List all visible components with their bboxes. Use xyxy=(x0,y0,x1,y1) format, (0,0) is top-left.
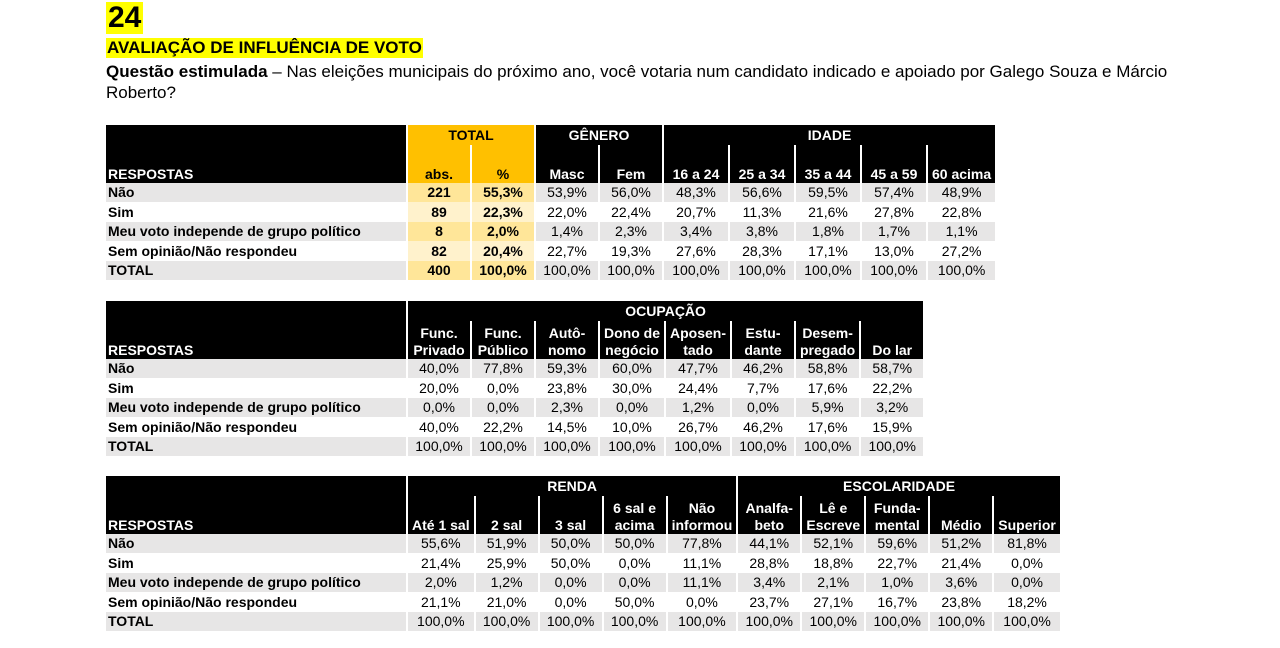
table-row xyxy=(106,183,995,203)
table-cell: 55,3% xyxy=(472,183,534,203)
col-header-line2: tado xyxy=(683,341,713,358)
table-cell: 22,0% xyxy=(536,202,598,222)
col-header: 45 a 59 xyxy=(862,145,926,183)
table-cell: 1,4% xyxy=(536,222,598,242)
col-header-line2: Privado xyxy=(413,341,465,358)
table-cell: 100,0% xyxy=(664,261,728,281)
table-cell: 18,8% xyxy=(802,553,864,573)
table-cell: 50,0% xyxy=(540,534,602,554)
row-label: Sim xyxy=(106,378,406,398)
table-cell: 100,0% xyxy=(862,261,926,281)
table-cell: 0,0% xyxy=(604,573,666,593)
table-cell: 100,0% xyxy=(540,612,602,632)
table-cell: 22,3% xyxy=(472,202,534,222)
col-header xyxy=(600,321,664,359)
table-cell: 57,4% xyxy=(862,183,926,203)
table-cell: 25,9% xyxy=(476,553,538,573)
table-cell: 0,0% xyxy=(732,398,794,418)
col-header xyxy=(994,496,1060,534)
table-cell: 20,4% xyxy=(472,241,534,261)
table-cell: 100,0% xyxy=(866,612,928,632)
col-header-line2: 2 sal xyxy=(491,516,523,533)
table-cell: 59,3% xyxy=(536,359,598,379)
col-header-line2: informou xyxy=(671,516,733,533)
table-cell: 0,0% xyxy=(540,592,602,612)
table-cell: 0,0% xyxy=(600,398,664,418)
table-cell: 52,1% xyxy=(802,534,864,554)
col-header-line2: Superior xyxy=(998,516,1056,533)
table-cell: 40,0% xyxy=(408,359,470,379)
col-header-line1: Desem- xyxy=(802,324,853,341)
col-header-line2: beto xyxy=(754,516,785,533)
table-cell: 100,0% xyxy=(476,612,538,632)
table-cell: 100,0% xyxy=(408,612,474,632)
table-cell: 0,0% xyxy=(994,553,1060,573)
table-cell: 100,0% xyxy=(600,437,664,457)
col-header-line2: Até 1 sal xyxy=(412,516,470,533)
table-cell: 22,8% xyxy=(928,202,995,222)
col-header: 35 a 44 xyxy=(796,145,860,183)
col-header: abs. xyxy=(408,145,470,183)
table-cell: 3,2% xyxy=(861,398,923,418)
table-cell: 100,0% xyxy=(536,261,598,281)
table-cell: 100,0% xyxy=(472,437,534,457)
col-header xyxy=(540,496,602,534)
group-total-header: TOTAL xyxy=(408,125,534,145)
table-cell: 51,2% xyxy=(930,534,992,554)
group-escolaridade-header: ESCOLARIDADE xyxy=(738,476,1060,496)
respostas-header: RESPOSTAS xyxy=(106,301,406,359)
table-cell: 77,8% xyxy=(472,359,534,379)
table-cell: 22,7% xyxy=(866,553,928,573)
col-header-line1: Lê e xyxy=(819,499,848,516)
table-cell: 2,3% xyxy=(536,398,598,418)
table-cell: 0,0% xyxy=(668,592,737,612)
group-genero-header: GÊNERO xyxy=(536,125,662,145)
table-total-genero-idade xyxy=(104,125,997,280)
table-cell: 8 xyxy=(408,222,470,242)
table-cell: 17,1% xyxy=(796,241,860,261)
table-cell: 19,3% xyxy=(600,241,662,261)
table-cell: 21,0% xyxy=(476,592,538,612)
col-header-line1: Aposen- xyxy=(670,324,726,341)
respostas-header: RESPOSTAS xyxy=(106,476,406,534)
col-header xyxy=(408,496,474,534)
table-cell: 100,0% xyxy=(738,612,800,632)
col-header xyxy=(802,496,864,534)
table-cell: 46,2% xyxy=(732,359,794,379)
table-cell: 100,0% xyxy=(732,437,794,457)
table-cell: 17,6% xyxy=(796,417,859,437)
table-cell: 0,0% xyxy=(472,398,534,418)
table-cell: 1,0% xyxy=(866,573,928,593)
col-header xyxy=(408,321,470,359)
table-cell: 28,8% xyxy=(738,553,800,573)
table-cell: 100,0% xyxy=(994,612,1060,632)
table-cell: 0,0% xyxy=(408,398,470,418)
table-cell: 3,8% xyxy=(730,222,794,242)
table-cell: 22,7% xyxy=(536,241,598,261)
table-cell: 50,0% xyxy=(540,553,602,573)
col-header: 16 a 24 xyxy=(664,145,728,183)
table-cell: 18,2% xyxy=(994,592,1060,612)
col-header xyxy=(476,496,538,534)
table-cell: 21,6% xyxy=(796,202,860,222)
col-header xyxy=(861,321,923,359)
table-cell: 21,4% xyxy=(408,553,474,573)
col-header xyxy=(668,496,737,534)
group-ocupacao-header: OCUPAÇÃO xyxy=(408,301,923,321)
col-header xyxy=(796,321,859,359)
col-header-line1: Analfa- xyxy=(745,499,793,516)
table-cell: 100,0% xyxy=(668,612,737,632)
col-header: Fem xyxy=(600,145,662,183)
table-row xyxy=(106,612,1060,632)
table-cell: 26,7% xyxy=(666,417,730,437)
col-header-line2: Médio xyxy=(941,516,982,533)
table-row xyxy=(106,398,923,418)
col-header-line1: Não xyxy=(688,499,716,516)
col-header-line2: 3 sal xyxy=(555,516,587,533)
table-cell: 50,0% xyxy=(604,534,666,554)
table-cell: 40,0% xyxy=(408,417,470,437)
col-header-line1: 6 sal e xyxy=(613,499,656,516)
table-cell: 53,9% xyxy=(536,183,598,203)
col-header xyxy=(930,496,992,534)
table-cell: 27,6% xyxy=(664,241,728,261)
table-cell: 100,0% xyxy=(796,261,860,281)
col-header xyxy=(666,321,730,359)
table-ocupacao xyxy=(104,301,925,456)
row-label: Não xyxy=(106,183,406,203)
page-number: 24 xyxy=(108,1,142,34)
row-label: TOTAL xyxy=(106,437,406,457)
table-cell: 100,0% xyxy=(604,612,666,632)
table-cell: 23,7% xyxy=(738,592,800,612)
table-row xyxy=(106,592,1060,612)
table-cell: 59,5% xyxy=(796,183,860,203)
table-cell: 55,6% xyxy=(408,534,474,554)
table-cell: 1,1% xyxy=(928,222,995,242)
table-cell: 3,4% xyxy=(664,222,728,242)
col-header-line1: Autô- xyxy=(548,324,586,341)
table-cell: 50,0% xyxy=(604,592,666,612)
row-label: Meu voto independe de grupo político xyxy=(106,398,406,418)
col-header: Masc xyxy=(536,145,598,183)
table-cell: 27,8% xyxy=(862,202,926,222)
table-cell: 22,2% xyxy=(861,378,923,398)
row-label: Não xyxy=(106,359,406,379)
col-header-line2: Escreve xyxy=(806,516,861,533)
col-header-line2: acima xyxy=(614,516,655,533)
table-cell: 2,3% xyxy=(600,222,662,242)
table-cell: 14,5% xyxy=(536,417,598,437)
row-label: TOTAL xyxy=(106,261,406,281)
table-cell: 30,0% xyxy=(600,378,664,398)
question-label: Questão estimulada xyxy=(106,62,268,81)
table-cell: 100,0% xyxy=(802,612,864,632)
table-cell: 24,4% xyxy=(666,378,730,398)
row-label: Sim xyxy=(106,553,406,573)
table-cell: 0,0% xyxy=(472,378,534,398)
table-cell: 11,1% xyxy=(668,553,737,573)
table-cell: 56,0% xyxy=(600,183,662,203)
table-cell: 17,6% xyxy=(796,378,859,398)
table-cell: 100,0% xyxy=(930,612,992,632)
col-header-line2: dante xyxy=(744,341,782,358)
table-row xyxy=(106,359,923,379)
table-cell: 23,8% xyxy=(930,592,992,612)
col-header: 60 acima xyxy=(928,145,995,183)
table-cell: 81,8% xyxy=(994,534,1060,554)
table-cell: 0,0% xyxy=(994,573,1060,593)
table-cell: 7,7% xyxy=(732,378,794,398)
table-cell: 1,2% xyxy=(476,573,538,593)
table-cell: 3,6% xyxy=(930,573,992,593)
col-header-line1: Func. xyxy=(420,324,458,341)
table-cell: 82 xyxy=(408,241,470,261)
row-label: Sem opinião/Não respondeu xyxy=(106,592,406,612)
col-header-line2: Do lar xyxy=(872,341,913,358)
table-cell: 16,7% xyxy=(866,592,928,612)
table-cell: 46,2% xyxy=(732,417,794,437)
table-cell: 22,2% xyxy=(472,417,534,437)
table-row xyxy=(106,261,995,281)
table-cell: 11,3% xyxy=(730,202,794,222)
table-cell: 20,7% xyxy=(664,202,728,222)
table-cell: 1,8% xyxy=(796,222,860,242)
row-label: Sem opinião/Não respondeu xyxy=(106,417,406,437)
question-text: – Nas eleições municipais do próximo ano, você votaria num candidato indicado e apoiado por Galego Souza e Márcio Roberto? xyxy=(106,62,1168,102)
table-cell: 221 xyxy=(408,183,470,203)
col-header xyxy=(472,321,534,359)
table-cell: 100,0% xyxy=(730,261,794,281)
col-header-line2: Público xyxy=(477,341,529,358)
col-header xyxy=(732,321,794,359)
table-cell: 0,0% xyxy=(540,573,602,593)
table-cell: 400 xyxy=(408,261,470,281)
row-label: Sem opinião/Não respondeu xyxy=(106,241,406,261)
table-cell: 2,1% xyxy=(802,573,864,593)
table-cell: 2,0% xyxy=(472,222,534,242)
row-label: Não xyxy=(106,534,406,554)
col-header xyxy=(536,321,598,359)
row-label: Sim xyxy=(106,202,406,222)
group-renda-header: RENDA xyxy=(408,476,736,496)
table-cell: 21,4% xyxy=(930,553,992,573)
table-cell: 100,0% xyxy=(536,437,598,457)
table-cell: 100,0% xyxy=(861,437,923,457)
col-header-line1: Funda- xyxy=(873,499,921,516)
table-cell: 13,0% xyxy=(862,241,926,261)
col-header xyxy=(866,496,928,534)
table-cell: 5,9% xyxy=(796,398,859,418)
table-cell: 0,0% xyxy=(604,553,666,573)
table-cell: 58,8% xyxy=(796,359,859,379)
table-cell: 1,7% xyxy=(862,222,926,242)
table-cell: 28,3% xyxy=(730,241,794,261)
table-cell: 51,9% xyxy=(476,534,538,554)
table-cell: 27,1% xyxy=(802,592,864,612)
table-cell: 3,4% xyxy=(738,573,800,593)
table-cell: 56,6% xyxy=(730,183,794,203)
section-title: AVALIAÇÃO DE INFLUÊNCIA DE VOTO xyxy=(107,38,422,57)
col-header-line2: mental xyxy=(874,516,920,533)
table-cell: 60,0% xyxy=(600,359,664,379)
table-cell: 20,0% xyxy=(408,378,470,398)
table-row xyxy=(106,241,995,261)
col-header-line1: Estu- xyxy=(745,324,781,341)
table-cell: 1,2% xyxy=(666,398,730,418)
group-idade-header: IDADE xyxy=(664,125,995,145)
table-cell: 27,2% xyxy=(928,241,995,261)
table-cell: 22,4% xyxy=(600,202,662,222)
table-cell: 89 xyxy=(408,202,470,222)
table-row xyxy=(106,222,995,242)
respostas-header: RESPOSTAS xyxy=(106,125,406,183)
table-cell: 21,1% xyxy=(408,592,474,612)
table-cell: 15,9% xyxy=(861,417,923,437)
table-row xyxy=(106,534,1060,554)
table-row xyxy=(106,437,923,457)
table-cell: 23,8% xyxy=(536,378,598,398)
col-header xyxy=(738,496,800,534)
table-row xyxy=(106,378,923,398)
table-row xyxy=(106,202,995,222)
table-row xyxy=(106,417,923,437)
col-header-line2: nomo xyxy=(547,341,587,358)
table-cell: 48,9% xyxy=(928,183,995,203)
table-cell: 100,0% xyxy=(796,437,859,457)
table-row xyxy=(106,573,1060,593)
question xyxy=(106,61,1216,103)
table-cell: 100,0% xyxy=(666,437,730,457)
table-cell: 77,8% xyxy=(668,534,737,554)
table-row xyxy=(106,553,1060,573)
table-cell: 47,7% xyxy=(666,359,730,379)
table-renda-escolaridade xyxy=(104,476,1062,631)
table-cell: 58,7% xyxy=(861,359,923,379)
table-cell: 48,3% xyxy=(664,183,728,203)
col-header-line1: Func. xyxy=(484,324,522,341)
col-header-line2: negócio xyxy=(605,341,659,358)
col-header: 25 a 34 xyxy=(730,145,794,183)
row-label: Meu voto independe de grupo político xyxy=(106,573,406,593)
table-cell: 10,0% xyxy=(600,417,664,437)
table-cell: 100,0% xyxy=(600,261,662,281)
col-header: % xyxy=(472,145,534,183)
col-header xyxy=(604,496,666,534)
table-cell: 59,6% xyxy=(866,534,928,554)
table-cell: 44,1% xyxy=(738,534,800,554)
row-label: Meu voto independe de grupo político xyxy=(106,222,406,242)
col-header-line2: pregado xyxy=(800,341,856,358)
table-cell: 100,0% xyxy=(928,261,995,281)
table-cell: 100,0% xyxy=(472,261,534,281)
table-cell: 2,0% xyxy=(408,573,474,593)
row-label: TOTAL xyxy=(106,612,406,632)
table-cell: 11,1% xyxy=(668,573,737,593)
table-cell: 100,0% xyxy=(408,437,470,457)
col-header-line1: Dono de xyxy=(604,324,660,341)
